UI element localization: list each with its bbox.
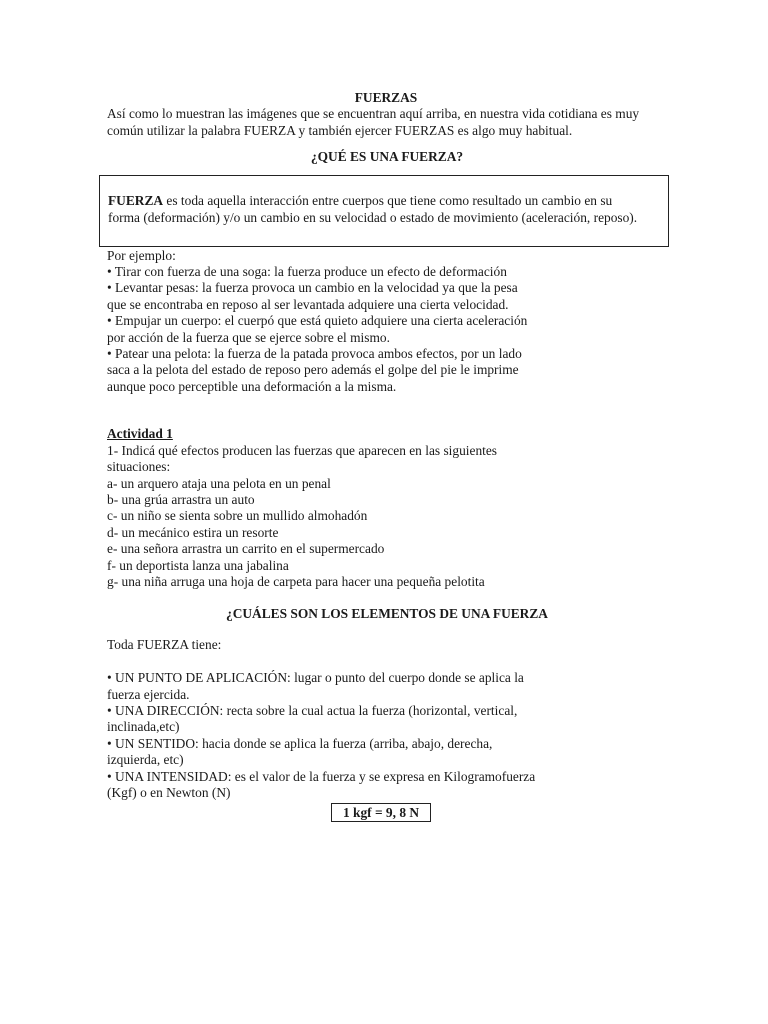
examples-line: que se encontraba en reposo al ser levantada adquiere una cierta velocidad. <box>107 296 509 312</box>
elements-intro: Toda FUERZA tiene: <box>107 636 222 652</box>
examples-line: • Empujar un cuerpo: el cuerpó que está quieto adquiere una cierta aceleración <box>107 313 528 329</box>
definition-text: es toda aquella interacción entre cuerpos que tiene como resultado un cambio en su <box>163 192 613 208</box>
examples-line: • Tirar con fuerza de una soga: la fuerza produce un efecto de deformación <box>107 264 507 280</box>
elements-list <box>107 670 667 801</box>
examples-line: saca a la pelota del estado de reposo pero además el golpe del pie le imprime <box>107 362 519 378</box>
formula-container <box>95 803 667 822</box>
question-heading: ¿QUÉ ES UNA FUERZA? <box>310 149 464 165</box>
element-line: (Kgf) o en Newton (N) <box>107 785 231 800</box>
activity-line: a- un arquero ataja una pelota en un penal <box>107 475 331 491</box>
conversion-formula-box: 1 kgf = 9, 8 N <box>331 803 431 822</box>
definition-box <box>99 175 669 247</box>
element-line: • UNA INTENSIDAD: es el valor de la fuerza y se expresa en Kilogramofuerza <box>107 768 536 784</box>
element-line: fuerza ejercida. <box>107 686 190 702</box>
intro-paragraph <box>107 106 667 139</box>
activity-list <box>107 443 667 591</box>
activity-title: Actividad 1 <box>107 426 173 442</box>
document-title: FUERZAS <box>354 90 418 105</box>
element-line: • UN PUNTO DE APLICACIÓN: lugar o punto del cuerpo donde se aplica la <box>107 670 524 686</box>
examples-list <box>107 248 667 396</box>
activity-line: b- una grúa arrastra un auto <box>107 491 255 507</box>
element-line: inclinada,etc) <box>107 719 180 735</box>
intro-line: Así como lo muestran las imágenes que se encuentran aquí arriba, en nuestra vida cotidiana es muy <box>107 106 640 122</box>
document-page <box>107 90 667 822</box>
activity-line: d- un mecánico estira un resorte <box>107 524 279 540</box>
activity-line: situaciones: <box>107 459 171 475</box>
element-line: • UNA DIRECCIÓN: recta sobre la cual actua la fuerza (horizontal, vertical, <box>107 702 518 718</box>
definition-line: forma (deformación) y/o un cambio en su velocidad o estado de movimiento (aceleración, reposo). <box>108 209 638 225</box>
intro-line: común utilizar la palabra FUERZA y también ejercer FUERZAS es algo muy habitual. <box>107 122 573 138</box>
definition-term: FUERZA <box>108 192 164 208</box>
definition-line <box>108 192 662 209</box>
examples-line: Por ejemplo: <box>107 247 176 263</box>
activity-line: f- un deportista lanza una jabalina <box>107 557 289 573</box>
element-line: izquierda, etc) <box>107 752 184 768</box>
examples-line: • Levantar pesas: la fuerza provoca un cambio en la velocidad ya que la pesa <box>107 280 518 296</box>
activity-line: g- una niña arruga una hoja de carpeta para hacer una pequeña pelotita <box>107 573 485 589</box>
examples-line: • Patear una pelota: la fuerza de la patada provoca ambos efectos, por un lado <box>107 346 522 362</box>
examples-line: aunque poco perceptible una deformación a la misma. <box>107 378 397 394</box>
element-line: • UN SENTIDO: hacia donde se aplica la fuerza (arriba, abajo, derecha, <box>107 735 493 751</box>
activity-line: 1- Indicá qué efectos producen las fuerzas que aparecen en las siguientes <box>107 442 498 458</box>
elements-heading: ¿CUÁLES SON LOS ELEMENTOS DE UNA FUERZA <box>226 606 548 622</box>
activity-line: e- una señora arrastra un carrito en el supermercado <box>107 541 385 557</box>
examples-line: por acción de la fuerza que se ejerce sobre el mismo. <box>107 329 390 345</box>
activity-line: c- un niño se sienta sobre un mullido almohadón <box>107 508 368 524</box>
